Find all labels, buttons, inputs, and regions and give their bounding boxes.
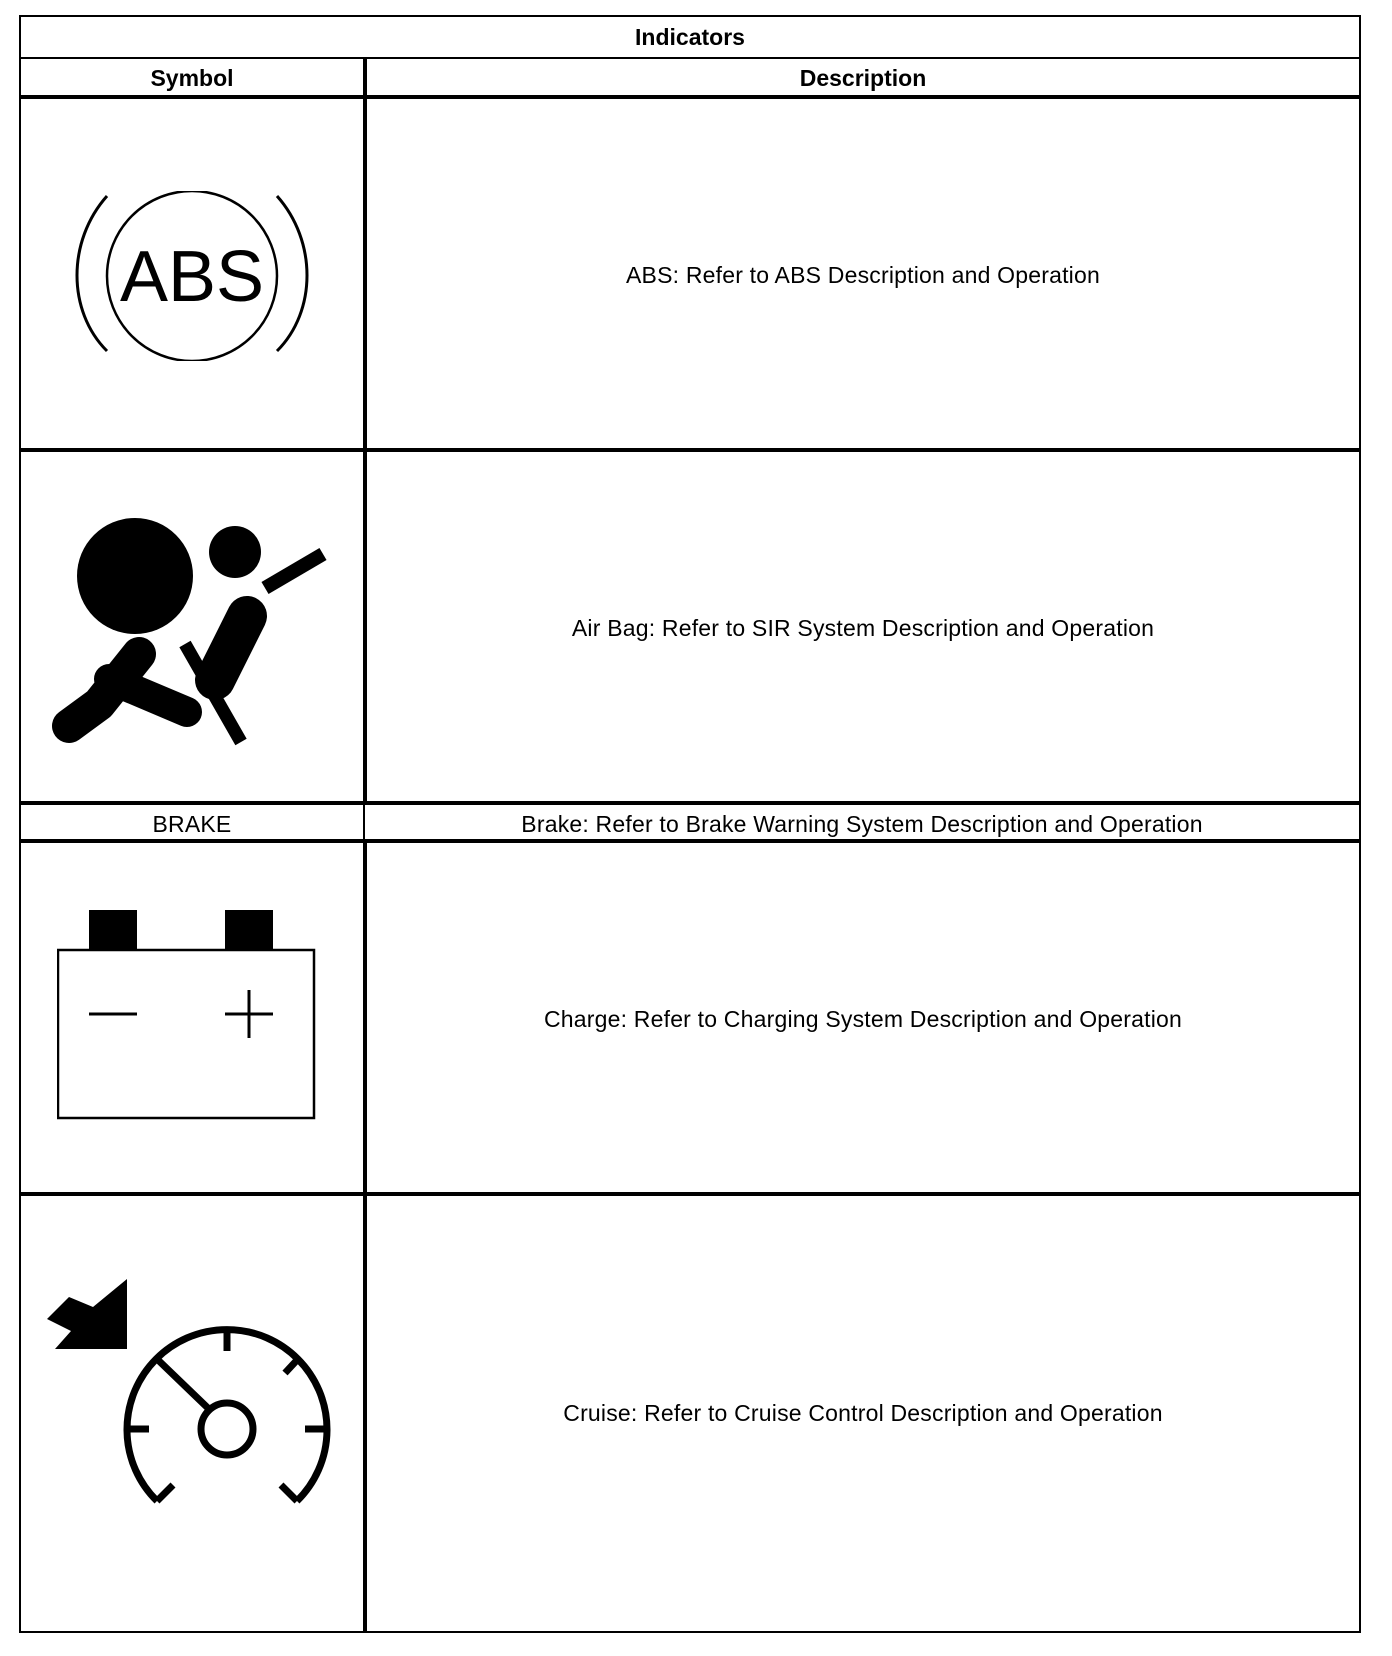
table-title-row xyxy=(21,17,1359,57)
abs-warning-icon xyxy=(72,191,312,361)
table-row xyxy=(21,1192,1359,1631)
table-row xyxy=(21,801,1359,843)
battery-charge-icon xyxy=(57,910,327,1130)
brake-symbol-text: BRAKE xyxy=(152,810,232,837)
table-row xyxy=(21,839,1359,1196)
cruise-control-icon xyxy=(47,1279,337,1519)
table-header-row xyxy=(21,57,1359,97)
row-description: Brake: Refer to Brake Warning System Description and Operation xyxy=(521,810,1203,837)
row-description: ABS: Refer to ABS Description and Operation xyxy=(626,262,1100,288)
row-description: Cruise: Refer to Cruise Control Description and Operation xyxy=(563,1400,1163,1426)
indicators-table xyxy=(19,15,1361,1633)
header-symbol: Symbol xyxy=(150,64,234,91)
airbag-warning-icon xyxy=(47,504,337,754)
row-description: Air Bag: Refer to SIR System Description and Operation xyxy=(571,615,1155,641)
table-row xyxy=(21,95,1359,452)
row-description: Charge: Refer to Charging System Description and Operation xyxy=(543,1006,1183,1032)
table-title: Indicators xyxy=(635,23,745,50)
table-row xyxy=(21,448,1359,805)
abs-icon-text: ABS xyxy=(119,236,265,317)
header-description: Description xyxy=(799,64,927,91)
